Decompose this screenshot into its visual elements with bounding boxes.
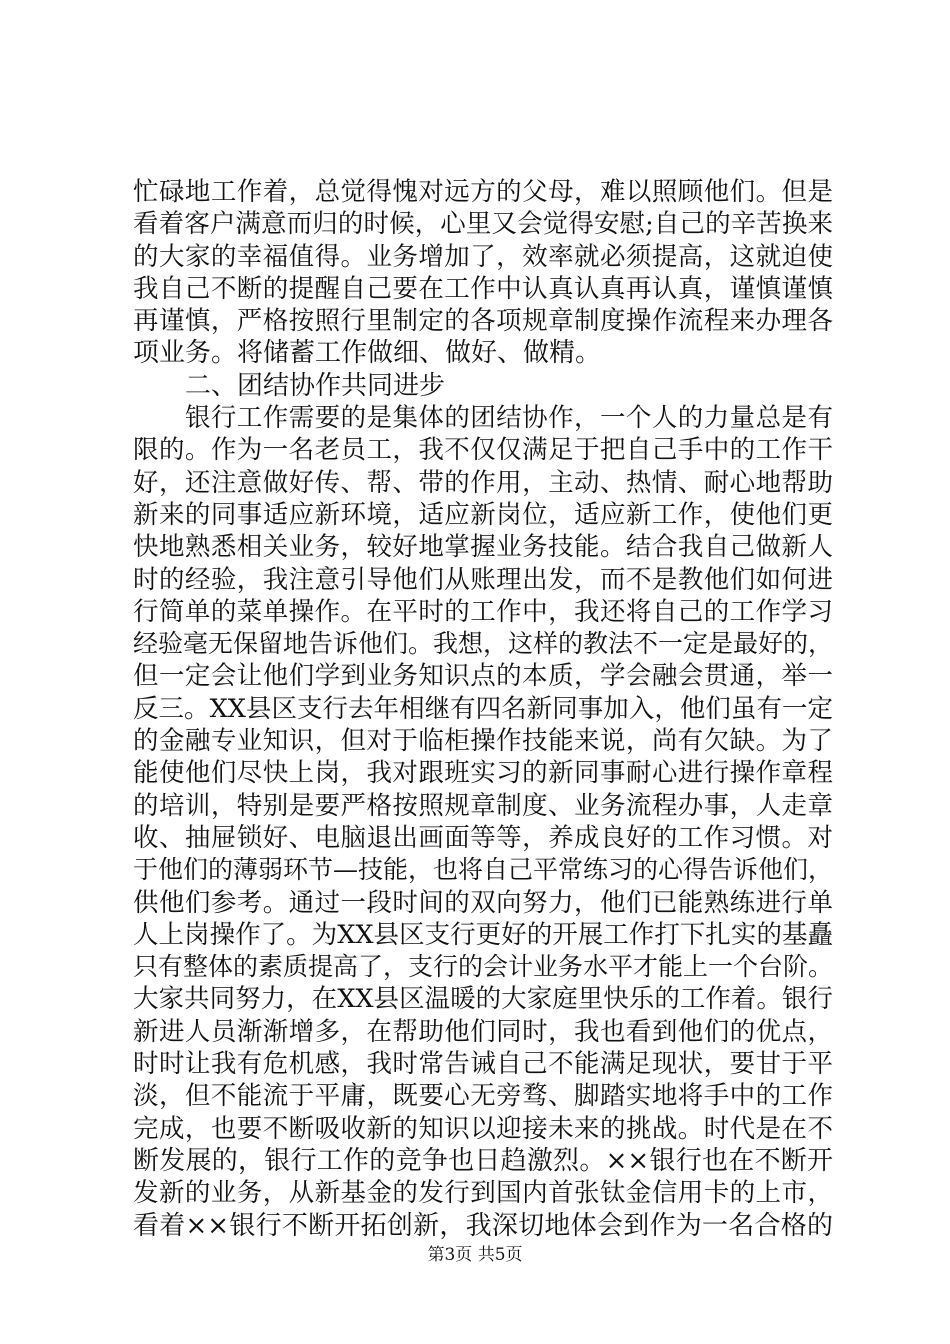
text-line: 行简单的菜单操作。在平时的工作中，我还将自己的工作学习 (133, 596, 833, 627)
text-line: 断发展的，银行工作的竞争也日趋激烈。××银行也在不断开 (133, 1145, 833, 1176)
text-line: 收、抽屉锁好、电脑退出画面等等，养成良好的工作习惯。对 (133, 822, 833, 853)
text-line: 于他们的薄弱环节—技能，也将自己平常练习的心得告诉他们， (133, 855, 833, 885)
text-line: 项业务。将储蓄工作做细、做好、做精。 (133, 338, 602, 369)
section-heading: 二、团结协作共同进步 (185, 370, 446, 401)
text-line: 忙碌地工作着，总觉得愧对远方的父母，难以照顾他们。但是 (133, 177, 833, 207)
text-line: 时时让我有危机感，我时常告诫自己不能满足现状，要甘于平 (133, 1049, 833, 1080)
text-line: 的大家的幸福值得。业务增加了，效率就必须提高，这就迫使 (133, 241, 833, 272)
document-body (133, 176, 833, 1242)
text-line: 银行工作需要的是集体的团结协作，一个人的力量总是有 (185, 403, 833, 434)
text-line: 供他们参考。通过一段时间的双向努力，他们已能熟练进行单 (133, 887, 833, 918)
text-line: 完成，也要不断吸收新的知识以迎接未来的挑战。时代是在不 (133, 1113, 833, 1144)
text-line: 人上岗操作了。为XX县区支行更好的开展工作打下扎实的基矗 (133, 919, 833, 950)
page-total: 共5页 (477, 1245, 523, 1265)
text-line: 再谨慎，严格按照行里制定的各项规章制度操作流程来办理各 (133, 306, 833, 337)
text-line: 淡，但不能流于平庸，既要心无旁骛、脚踏实地将手中的工作 (133, 1081, 833, 1112)
text-line: 新来的同事适应新环境，适应新岗位，适应新工作，使他们更 (133, 499, 833, 530)
text-line: 快地熟悉相关业务，较好地掌握业务技能。结合我自己做新人 (133, 532, 833, 563)
text-line: 新进人员渐渐增多，在帮助他们同时，我也看到他们的优点， (133, 1016, 833, 1047)
text-line: 大家共同努力，在XX县区温暖的大家庭里快乐的工作着。银行 (133, 984, 833, 1015)
text-line: 看着××银行不断开拓创新，我深切地体会到作为一名合格的 (133, 1210, 833, 1241)
page-number: 第3页 (427, 1245, 473, 1265)
text-line: 反三。XX县区支行去年相继有四名新同事加入，他们虽有一定 (133, 693, 833, 724)
text-line: 的金融专业知识，但对于临柜操作技能来说，尚有欠缺。为了 (133, 726, 833, 757)
text-line: 时的经验，我注意引导他们从账理出发，而不是教他们如何进 (133, 564, 833, 595)
text-line: 只有整体的素质提高了，支行的会计业务水平才能上一个台阶。 (133, 952, 833, 982)
text-line: 我自己不断的提醒自己要在工作中认真认真再认真，谨慎谨慎 (133, 273, 833, 304)
text-line: 能使他们尽快上岗，我对跟班实习的新同事耐心进行操作章程 (133, 758, 833, 789)
text-line: 好，还注意做好传、帮、带的作用，主动、热情、耐心地帮助 (133, 467, 833, 498)
text-line: 的培训，特别是要严格按照规章制度、业务流程办事，人走章 (133, 790, 833, 821)
text-line: 看着客户满意而归的时候，心里又会觉得安慰;自己的辛苦换来 (133, 209, 833, 240)
text-line: 但一定会让他们学到业务知识点的本质，学会融会贯通，举一 (133, 661, 833, 692)
text-line: 经验毫无保留地告诉他们。我想，这样的教法不一定是最好的， (133, 629, 833, 659)
text-line: 限的。作为一名老员工，我不仅仅满足于把自己手中的工作干 (133, 435, 833, 466)
text-line: 发新的业务，从新基金的发行到国内首张钛金信用卡的上市， (133, 1178, 833, 1209)
page-footer (0, 1243, 950, 1267)
